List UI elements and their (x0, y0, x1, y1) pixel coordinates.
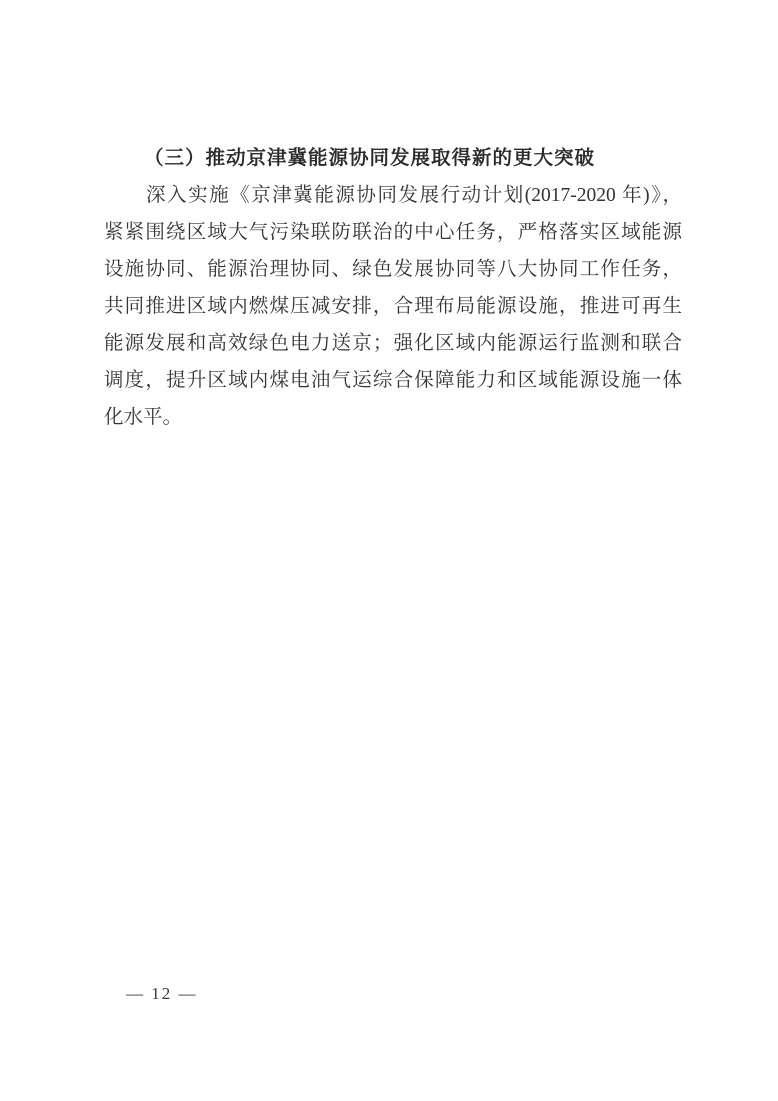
paragraph-line: 设施协同、能源治理协同、绿色发展协同等八大协同工作任务， (104, 259, 682, 280)
paragraph-line: 共同推进区域内燃煤压减安排，合理布局能源设施，推进可再生 (104, 296, 682, 317)
section-content (104, 140, 682, 436)
paragraph-line: 能源发展和高效绿色电力送京；强化区域内能源运行监测和联合 (104, 333, 682, 354)
paragraph-line: 调度，提升区域内煤电油气运综合保障能力和区域能源设施一体 (104, 370, 682, 391)
paragraph-line: 紧紧围绕区域大气污染联防联治的中心任务，严格落实区域能源 (104, 222, 682, 243)
section-heading: （三）推动京津冀能源协同发展取得新的更大突破 (144, 148, 596, 169)
page-number: — 12 — (126, 984, 198, 1003)
paragraph-line: 化水平。 (104, 407, 183, 428)
paragraph-line: 深入实施《京津冀能源协同发展行动计划(2017-2020 年)》， (146, 185, 682, 206)
